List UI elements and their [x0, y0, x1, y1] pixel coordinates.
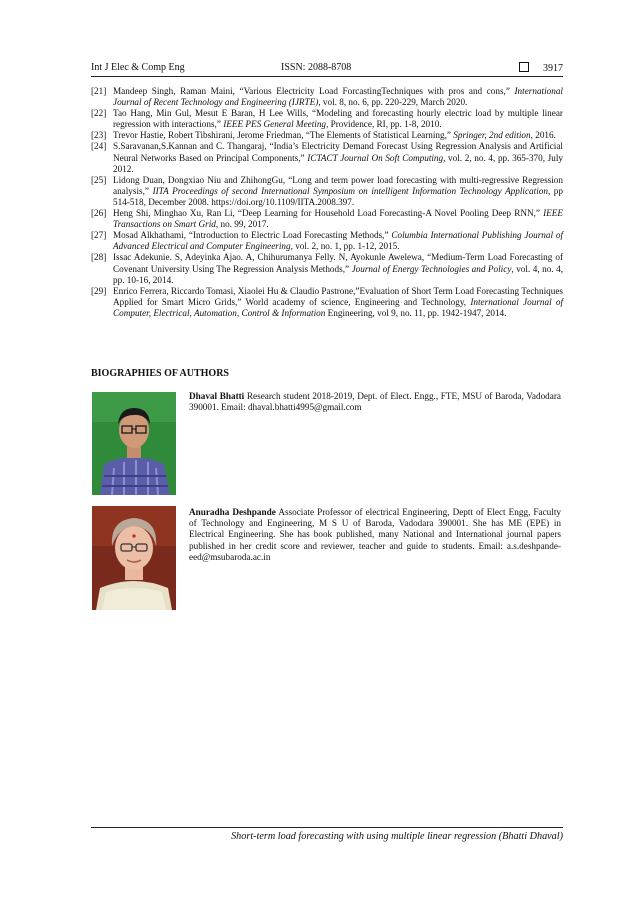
reference-details: vol. 2, no. 1, pp. 1-12, 2015.: [292, 241, 400, 252]
reference-item: [91, 230, 563, 252]
reference-number: [25]: [91, 174, 107, 185]
reference-item: [91, 208, 563, 230]
reference-text: Mosad Alkhathami, “Introduction to Electric Load Forecasting Methods,”: [113, 230, 392, 241]
reference-venue: IITA Proceedings of second International Symposium on intelligent Information Technology Application: [152, 185, 548, 196]
reference-number: [27]: [91, 230, 107, 241]
bio-dhaval: [189, 391, 561, 413]
reference-venue: IEEE Transactions on Smart Grid: [113, 208, 563, 230]
reference-details: , Providence, RI, pp. 1-8, 2010.: [326, 119, 442, 130]
checkbox-square-icon: [519, 62, 529, 72]
reference-item: [91, 108, 563, 130]
reference-number: [24]: [91, 141, 107, 152]
reference-text: Heng Shi, Minghao Xu, Ran Li, “Deep Learning for Household Load Forecasting-A Novel Pooling Deep RNN,”: [113, 208, 544, 219]
reference-venue: Springer, 2nd edition: [453, 130, 531, 141]
reference-item: [91, 141, 563, 174]
author-name: Dhaval Bhatti: [189, 391, 245, 401]
reference-venue: International Journal of Computer, Electrical, Automation, Control & Information: [113, 296, 564, 318]
reference-details: , vol. 2, no. 4, pp. 365-370, July 2012.: [113, 152, 563, 174]
footer-divider: [91, 827, 563, 828]
reference-details: , no. 99, 2017.: [215, 219, 269, 230]
reference-item: [91, 86, 563, 108]
biographies-heading: BIOGRAPHIES OF AUTHORS: [91, 368, 229, 379]
reference-venue: International Journal of Recent Technology and Engineering (IJRTE): [113, 86, 563, 108]
author-photo-anuradha: [92, 506, 176, 610]
reference-list: [91, 86, 563, 319]
reference-venue: ICTACT Journal On Soft Computing: [307, 152, 444, 163]
reference-number: [26]: [91, 208, 107, 219]
reference-text: Trevor Hastie, Robert Tibshirani, Jerome Friedman, “The Elements of Statistical Learning,”: [113, 130, 454, 141]
reference-text: Issac Adekunie. S, Adeyinka Ajao. A, Chihurumanya Felly. N, Ayokunle Awelewa, “Medium-Term Load Forecasting of Covenant University Using The Regression Analysis Methods,”: [113, 252, 563, 274]
bio-description: Research student 2018-2019, Dept. of Elect. Engg., FTE, MSU of Baroda, Vadodara 390001. Email: dhaval.bhatti4995@gmail.com: [189, 391, 561, 413]
journal-name: Int J Elec & Comp Eng: [91, 62, 185, 73]
reference-item: [91, 286, 563, 319]
reference-text: Tao Hang, Min Gul, Mesut E Baran, H Lee Wills, “Modeling and forecasting hourly electric load by multiple linear regression with interactions,”: [113, 108, 563, 130]
page-number-group: [519, 62, 563, 74]
running-footer: Short-term load forecasting with using multiple linear regression (Bhatti Dhaval): [231, 831, 563, 842]
reference-venue: IEEE PES General Meeting: [223, 119, 327, 130]
reference-item: [91, 175, 563, 208]
reference-details: , pp 514-518, December 2008. https://doi.org/10.1109/IITA.2008.397.: [113, 185, 563, 207]
author-photo-dhaval: [92, 392, 176, 495]
issn: ISSN: 2088-8708: [281, 62, 352, 73]
reference-text: S.Saravanan,S.Kannan and C. Thangaraj, “India’s Electricity Demand Forecast Using Regression Analysis and Artificial Neural Networks Based on Principal Components,”: [113, 141, 563, 163]
reference-number: [23]: [91, 130, 107, 141]
reference-text: Lidong Duan, Dongxiao Niu and ZhihongGu, “Long and term power load forecasting with multi-regressive Regression analysis,”: [113, 174, 563, 196]
reference-details: , vol. 8, no. 6, pp. 220-229, March 2020.: [318, 97, 468, 108]
reference-number: [22]: [91, 108, 107, 119]
reference-details: Engineering, vol 9, no. 11, pp. 1942-1947, 2014.: [325, 307, 507, 318]
reference-number: [21]: [91, 86, 107, 96]
bio-description: Associate Professor of electrical Engineering, Deptt of Elect Engg, Faculty of Technology and Engineering, M S U of Baroda, Vadodara 390001. She has ME (EPE) in Electrical Engineering. She has book published, many National and International journal papers published in her credit score and reviewer, teacher and guide to students. Email: a.s.deshpande-eed@msubaroda.ac.in: [189, 507, 561, 562]
reference-item: [91, 252, 563, 285]
bio-anuradha: [189, 507, 561, 563]
reference-venue: Columbia International Publishing Journal of Advanced Electrical and Computer Engineering,: [113, 230, 563, 252]
reference-venue: Journal of Energy Technologies and Policy: [351, 263, 512, 274]
author-name: Anuradha Deshpande: [189, 507, 276, 517]
page-number: 3917: [543, 63, 563, 74]
reference-number: [29]: [91, 285, 107, 296]
page-header: [91, 62, 563, 77]
reference-text: Mandeep Singh, Raman Maini, “Various Electricity Load ForcastingTechniques with pros and cons,”: [113, 86, 515, 96]
reference-number: [28]: [91, 252, 107, 263]
reference-details: , 2016.: [530, 130, 556, 141]
reference-item: [91, 130, 563, 141]
reference-details: , vol. 4, no. 4, pp. 10-16, 2014.: [113, 263, 563, 285]
reference-text: Enrico Ferrera, Riccardo Tomasi, Xiaolei Hu & Claudio Pastrone,”Evaluation of Short Term Load Forecasting Techniques Applied for Smart Micro Grids,” World academy of science, Engineering and Technology,: [113, 285, 563, 307]
